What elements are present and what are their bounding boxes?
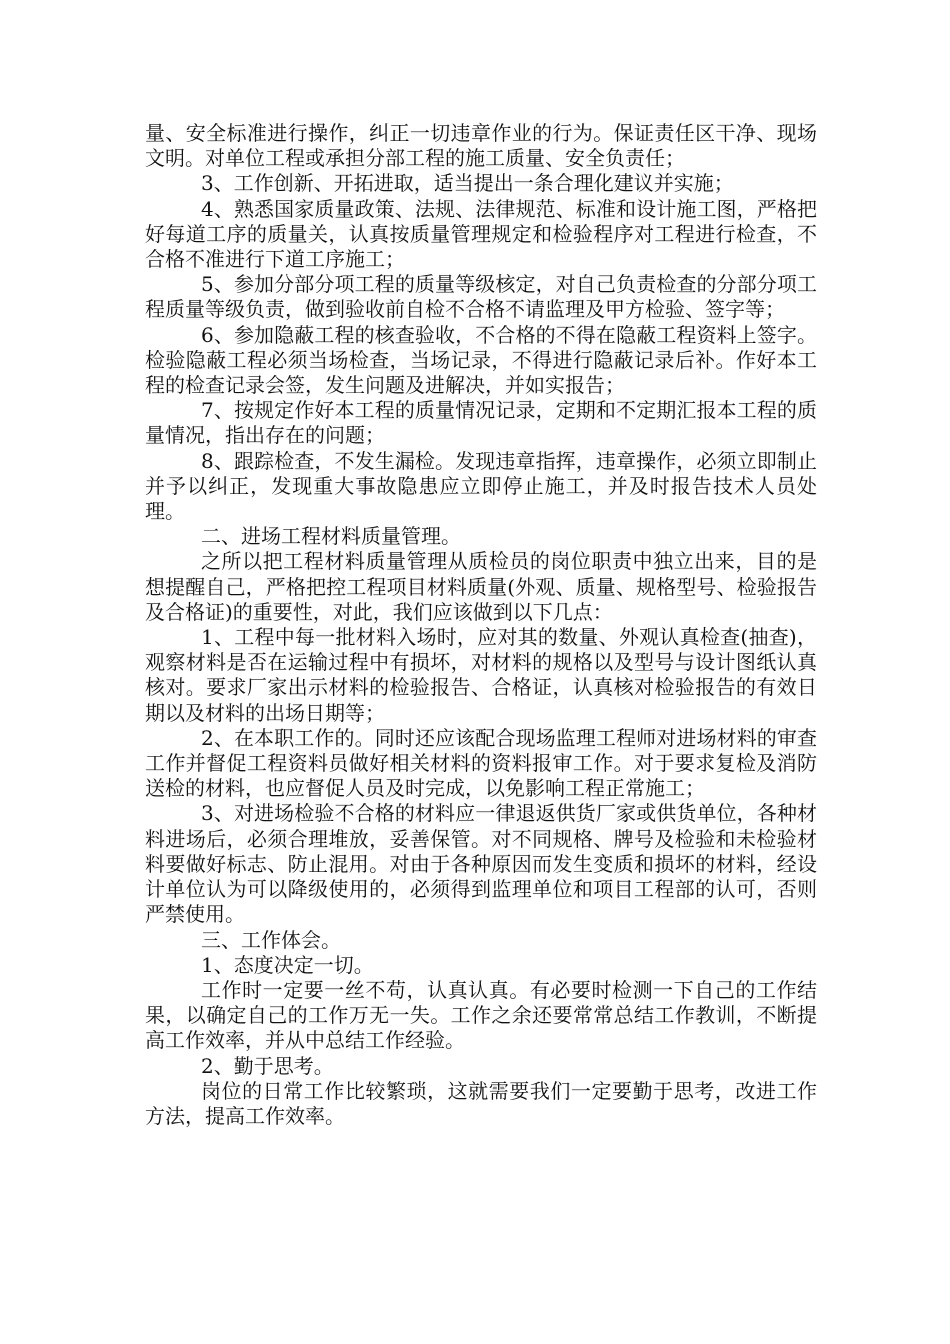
paragraph-material-2: 2、在本职工作的。同时还应该配合现场监理工程师对进场材料的审查工作并督促工程资料员做好相关材料的资料报审工作。对于要求复检及消防送检的材料，也应督促人员及时完成，以免影响工程正常施工； bbox=[145, 725, 817, 801]
paragraph-item-4: 4、熟悉国家质量政策、法规、法律规范、标准和设计施工图，严格把好每道工序的质量关，认真按质量管理规定和检验程序对工程进行检查，不合格不准进行下道工序施工； bbox=[145, 196, 817, 272]
paragraph-item-5: 5、参加分部分项工程的质量等级核定，对自己负责检查的分部分项工程质量等级负责，做到验收前自检不合格不请监理及甲方检验、签字等； bbox=[145, 272, 817, 322]
paragraph-item-6: 6、参加隐蔽工程的核查验收，不合格的不得在隐蔽工程资料上签字。检验隐蔽工程必须当场检查，当场记录，不得进行隐蔽记录后补。作好本工程的检查记录会签，发生问题及进解决，并如实报告； bbox=[145, 322, 817, 398]
paragraph-material-1: 1、工程中每一批材料入场时，应对其的数量、外观认真检查(抽查)，观察材料是否在运输过程中有损坏，对材料的规格以及型号与设计图纸认真核对。要求厂家出示材料的检验报告、合格证，认真核对检验报告的有效日期以及材料的出场日期等； bbox=[145, 625, 817, 725]
paragraph-item-7: 7、按规定作好本工程的质量情况记录，定期和不定期汇报本工程的质量情况，指出存在的问题； bbox=[145, 398, 817, 448]
paragraph-continued: 量、安全标准进行操作，纠正一切违章作业的行为。保证责任区干净、现场文明。对单位工程或承担分部工程的施工质量、安全负责任； bbox=[145, 121, 817, 171]
subheading-attitude: 1、态度决定一切。 bbox=[201, 952, 374, 977]
paragraph-item-8: 8、跟踪检查，不发生漏检。发现违章指挥，违章操作，必须立即制止并予以纠正，发现重大事故隐患应立即停止施工，并及时报告技术人员处理。 bbox=[145, 448, 817, 524]
paragraph-item-3: 3、工作创新、开拓进取，适当提出一条合理化建议并实施； bbox=[201, 171, 734, 196]
paragraph-intro: 之所以把工程材料质量管理从质检员的岗位职责中独立出来，目的是想提醒自己，严格把控工程项目材料质量(外观、质量、规格型号、检验报告及合格证)的重要性，对此，我们应该做到以下几点： bbox=[145, 549, 817, 624]
section-heading-2: 二、进场工程材料质量管理。 bbox=[201, 524, 461, 549]
paragraph-attitude: 工作时一定要一丝不苟，认真认真。有必要时检测一下自己的工作结果，以确定自己的工作万无一失。工作之余还要常常总结工作教训，不断提高工作效率，并从中总结工作经验。 bbox=[145, 977, 817, 1053]
paragraph-thinking: 岗位的日常工作比较繁琐，这就需要我们一定要勤于思考，改进工作方法，提高工作效率。 bbox=[145, 1078, 817, 1128]
document-page bbox=[145, 121, 817, 1129]
paragraph-material-3: 3、对进场检验不合格的材料应一律退返供货厂家或供货单位，各种材料进场后，必须合理堆放，妥善保管。对不同规格、牌号及检验和未检验材料要做好标志、防止混用。对由于各种原因而发生变质和损坏的材料，经设计单位认为可以降级使用的，必须得到监理单位和项目工程部的认可，否则严禁使用。 bbox=[145, 801, 817, 927]
section-heading-3: 三、工作体会。 bbox=[201, 927, 341, 952]
subheading-thinking: 2、勤于思考。 bbox=[201, 1053, 334, 1078]
